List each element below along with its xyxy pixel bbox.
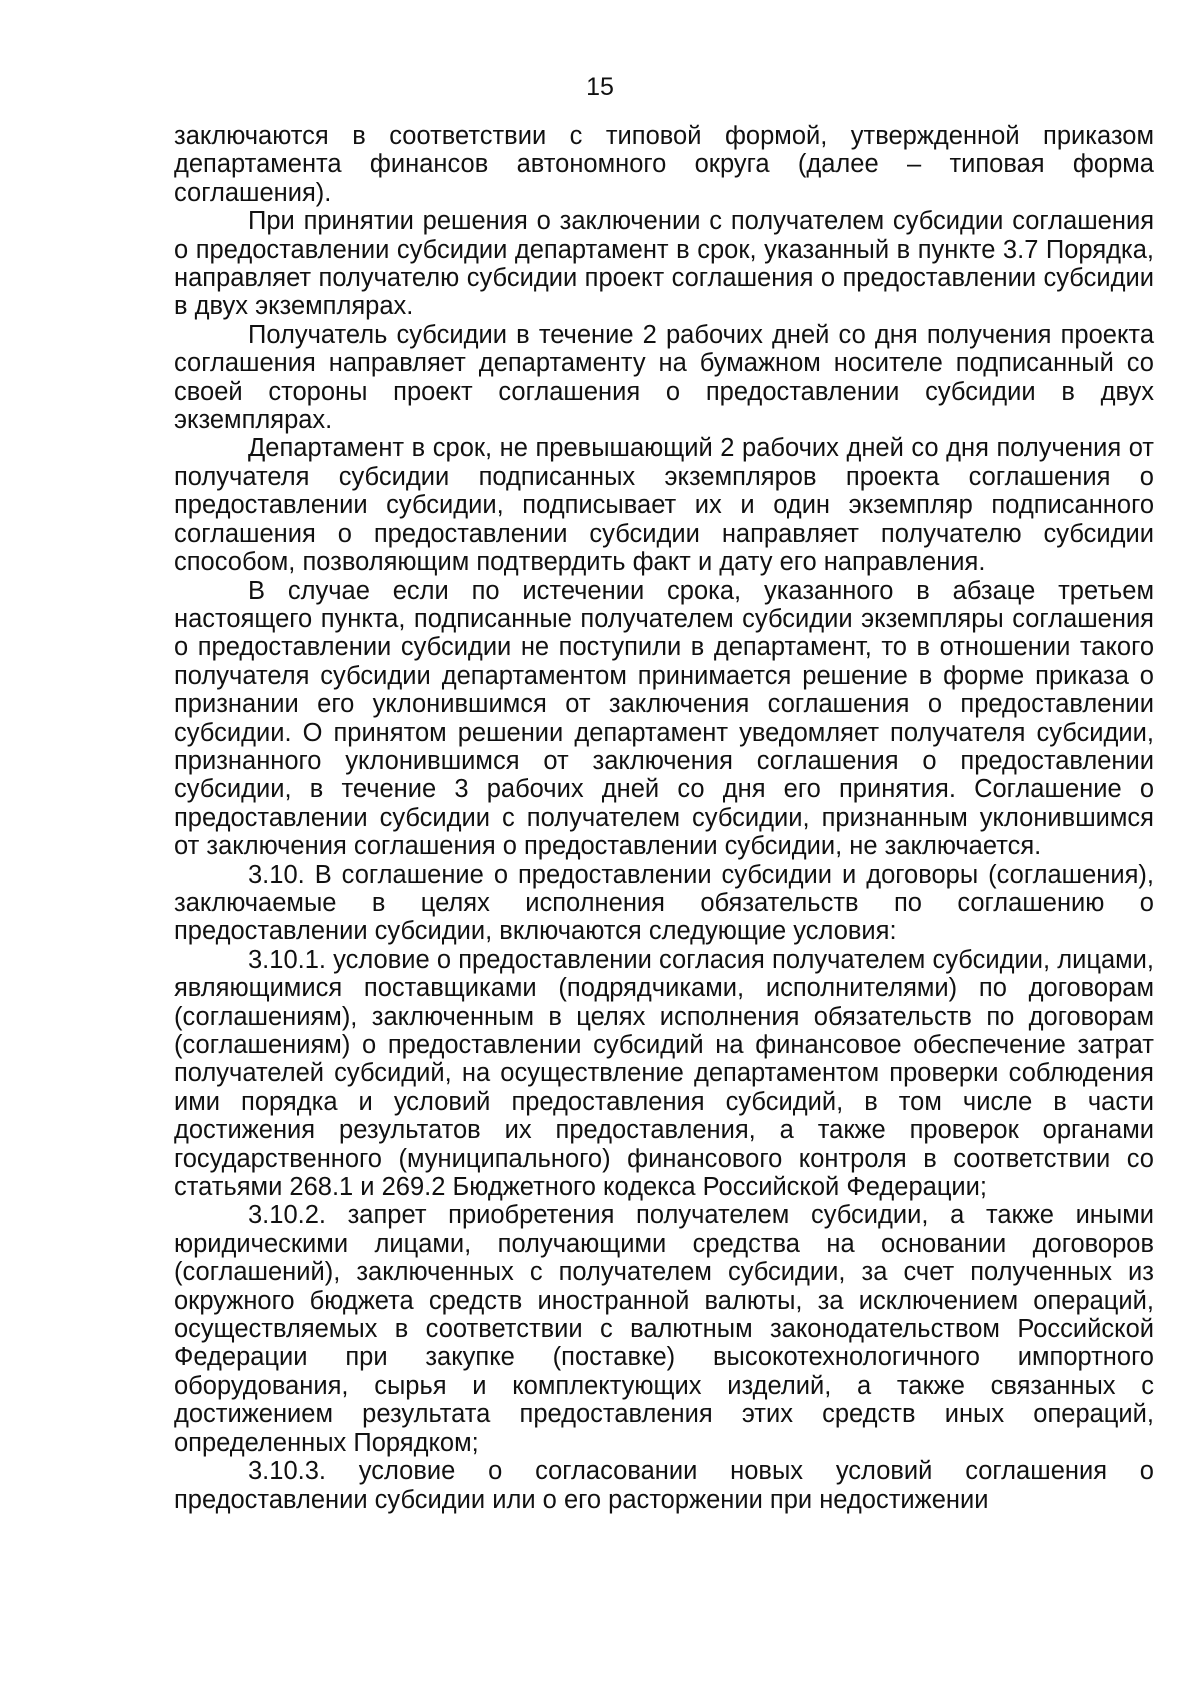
clause-3-10-1: 3.10.1. условие о предоставлении согласия получателем субсидии, лицами, являющимися поставщиками (подрядчиками, исполнителями) по договорам (соглашениям), заключенным в целях исполнения обязательств по договорам (соглашениям) о предоставлении субсидий на финансовое обеспечение затрат получателей субсидий, на осуществление департаментом проверки соблюдения ими порядка и условий предоставления субсидий, в том числе в части достижения результатов их предоставления, а также проверок органами государственного (муниципального) финансового контроля в соответствии со статьями 268.1 и 269.2 Бюджетного кодекса Российской Федерации; [174,945,1154,1202]
page-number: 15 [586,73,614,101]
clause-3-10: 3.10. В соглашение о предоставлении субсидии и договоры (соглашения), заключаемые в целях исполнения обязательств по соглашению о предоставлении субсидии, включаются следующие условия: [174,860,1154,946]
document-body [174,122,1154,1514]
clause-3-10-2: 3.10.2. запрет приобретения получателем субсидии, а также иными юридическими лицами, получающими средства на основании договоров (соглашений), заключенных с получателем субсидии, за счет полученных из окружного бюджета средств иностранной валюты, за исключением операций, осуществляемых в соответствии с валютным законодательством Российской Федерации при закупке (поставке) высокотехнологичного импортного оборудования, сырья и комплектующих изделий, а также связанных с достижением результата предоставления этих средств иных операций, определенных Порядком; [174,1201,1154,1457]
paragraph-agreement-decision: При принятии решения о заключении с получателем субсидии соглашения о предоставлении субсидии департамент в срок, указанный в пункте 3.7 Порядка, направляет получателю субсидии проект соглашения о предоставлении субсидии в двух экземплярах. [174,207,1154,321]
paragraph-continuation: заключаются в соответствии с типовой формой, утвержденной приказом департамента финансов автономного округа (далее – типовая форма соглашения). [174,122,1154,207]
paragraph-evasion: В случае если по истечении срока, указанного в абзаце третьем настоящего пункта, подписанные получателем субсидии экземпляры соглашения о предоставлении субсидии не поступили в департамент, то в отношении такого получателя субсидии департаментом принимается решение в форме приказа о признании его уклонившимся от заключения соглашения о предоставлении субсидии. О принятом решении департамент уведомляет получателя субсидии, признанного уклонившимся от заключения соглашения о предоставлении субсидии, в течение 3 рабочих дней со дня его принятия. Соглашение о предоставлении субсидии с получателем субсидии, признанным уклонившимся от заключения соглашения о предоставлении субсидии, не заключается. [174,576,1154,861]
paragraph-recipient-signing: Получатель субсидии в течение 2 рабочих дней со дня получения проекта соглашения направляет департаменту на бумажном носителе подписанный со своей стороны проект соглашения о предоставлении субсидии в двух экземплярах. [174,320,1154,435]
paragraph-department-signing: Департамент в срок, не превышающий 2 рабочих дней со дня получения от получателя субсидии подписанных экземпляров проекта соглашения о предоставлении субсидии, подписывает их и один экземпляр подписанного соглашения о предоставлении субсидии направляет получателю субсидии способом, позволяющим подтвердить факт и дату его направления. [174,434,1154,577]
clause-3-10-3: 3.10.3. условие о согласовании новых условий соглашения о предоставлении субсидии или о его расторжении при недостижении [174,1457,1154,1514]
